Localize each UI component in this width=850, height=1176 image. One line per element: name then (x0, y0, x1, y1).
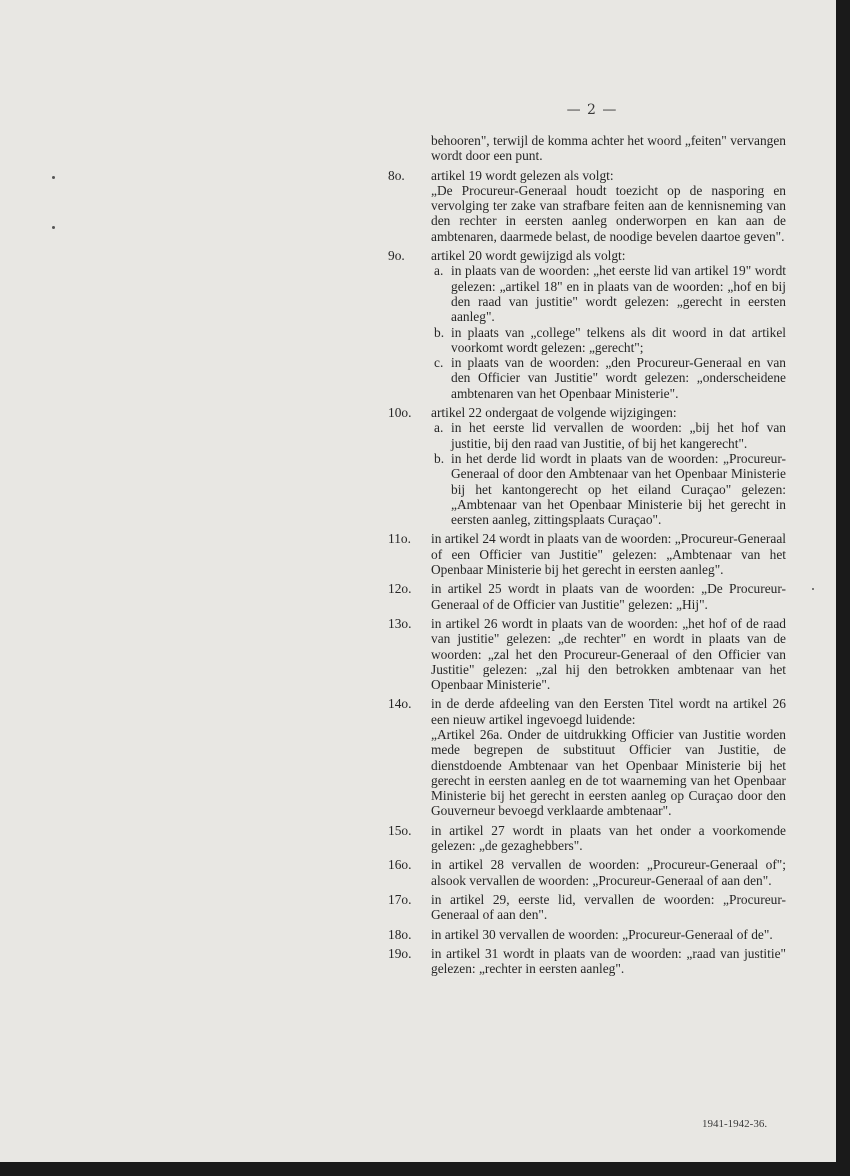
sub-item (431, 263, 786, 324)
page-number: — 2 — (566, 102, 618, 118)
item-number: 11o. (388, 531, 411, 547)
quoted-article-text: „De Procureur-Generaal houdt toezicht op de nasporing en vervolging ter zake van strafbare feiten aan de kennisneming van den rechter in eersten aanleg onderworpen en kan aan de ambtenaren, daarmede belast, de noodige bevelen daartoe geven". (431, 182, 786, 244)
item-text: in de derde afdeeling van den Eersten Titel wordt na artikel 26 een nieuw artikel ingevoegd luidende: (431, 696, 786, 727)
amendment-item (388, 531, 786, 577)
item-text: in artikel 29, eerste lid, vervallen de woorden: „Procureur-Generaal of aan den". (431, 891, 786, 923)
item-text: in artikel 24 wordt in plaats van de woorden: „Procureur-Generaal of een Officier van Justitie" gelezen: „Ambtenaar van het Openbaar Ministerie bij het gerecht in eersten aanleg". (431, 531, 786, 578)
amendment-item (388, 696, 786, 818)
item-number: 13o. (388, 615, 412, 631)
paper-speck (52, 226, 55, 229)
paper-speck (812, 588, 814, 590)
sub-item-text: in plaats van de woorden: „den Procureur-Generaal en van den Officier van Justitie" wordt gelezen: „onderscheidene ambtenaren van het Openbaar Ministerie". (451, 355, 786, 401)
item-text: artikel 19 wordt gelezen als volgt: (431, 167, 614, 183)
item-number: 16o. (388, 857, 412, 873)
amendment-item (388, 405, 786, 527)
item-number: 15o. (388, 822, 412, 838)
amendment-item (388, 857, 786, 888)
item-text: artikel 22 ondergaat de volgende wijzigingen: (431, 405, 677, 421)
item-number: 10o. (388, 405, 412, 421)
amendment-item (388, 892, 786, 923)
amendment-item (388, 927, 786, 942)
sub-item-text: in het eerste lid vervallen de woorden: „bij het hof van justitie, bij den raad van Justitie, of bij het kangerecht". (451, 420, 786, 451)
sub-item-text: in plaats van „college" telkens als dit woord in dat artikel voorkomt wordt gelezen: „gerecht"; (451, 324, 786, 355)
amendment-item (388, 168, 786, 244)
amendment-item (388, 616, 786, 692)
amendment-item (388, 248, 786, 401)
item-text: in artikel 30 vervallen de woorden: „Procureur-Generaal of de". (431, 926, 773, 942)
item-text: artikel 20 wordt gewijzigd als volgt: (431, 248, 626, 264)
sub-item-label: a. (434, 263, 444, 279)
item-text: in artikel 28 vervallen de woorden: „Procureur-Generaal of"; alsook vervallen de woorden: „Procureur-Generaal of aan den". (431, 857, 786, 888)
item-number: 14o. (388, 696, 412, 712)
item-number: 19o. (388, 945, 412, 961)
sub-item (431, 420, 786, 451)
sub-item-text: in het derde lid wordt in plaats van de woorden: „Procureur-Generaal of door den Ambtenaar van het Openbaar Ministerie bij het kantongerecht op het eiland Curaçao" gelezen: „Ambtenaar van het Openbaar Ministerie bij het gerecht in eersten aanleg, zittingsplaats Curaçao". (451, 450, 786, 528)
item-number: 9o. (388, 248, 405, 264)
document-body (388, 133, 786, 980)
document-reference: 1941-1942-36. (702, 1118, 768, 1130)
item-text: in artikel 31 wordt in plaats van de woorden: „raad van justitie" gelezen: „rechter in eersten aanleg". (431, 945, 786, 977)
item-text: in artikel 25 wordt in plaats van de woorden: „De Procureur-Generaal of de Officier van Justitie" gelezen: „Hij". (431, 581, 786, 612)
quoted-article-text: „Artikel 26a. Onder de uitdrukking Officier van Justitie worden mede begrepen de substituut Officier van Justitie, de dienstdoende Ambtenaar van het Openbaar Ministerie bij het gerecht in eersten aanleg en de tot waarneming van het Openbaar Ministerie bij het gerecht in eersten aanleg op Curaçao door den Gouverneur bevoegd verklaarde ambtenaar". (431, 726, 786, 819)
amendment-item (388, 946, 786, 977)
item-number: 18o. (388, 926, 412, 942)
paper-speck (52, 176, 55, 179)
sub-item-label: b. (434, 450, 445, 466)
item-text: in artikel 27 wordt in plaats van het onder a voorkomende gelezen: „de gezaghebbers". (431, 822, 786, 854)
sub-item-label: a. (434, 420, 444, 436)
sub-item (431, 355, 786, 401)
sub-item-label: c. (434, 355, 444, 371)
amendment-item (388, 823, 786, 854)
item-number: 17o. (388, 891, 412, 907)
sub-item (431, 451, 786, 527)
item-number: 8o. (388, 167, 405, 183)
amendment-item (388, 581, 786, 612)
item-number: 12o. (388, 581, 412, 597)
sub-item-text: in plaats van de woorden: „het eerste lid van artikel 19" wordt gelezen: „artikel 18" en in plaats van de woorden: „hof en bij den raad van justitie" wordt gelezen: „gerecht in eersten aanleg". (451, 263, 786, 325)
sub-item-label: b. (434, 324, 445, 340)
sub-item (431, 325, 786, 356)
item-text: in artikel 26 wordt in plaats van de woorden: „het hof of de raad van justitie" gelezen: „de rechter" en wordt in plaats van de woorden: „zal het den Procureur-Generaal of den Officier van Justitie" gelezen: „zal hij den betrokken ambtenaar van het Openbaar Ministerie". (431, 615, 786, 693)
continuation-paragraph: behooren", terwijl de komma achter het woord „feiten" vervangen wordt door een punt. (431, 133, 786, 164)
